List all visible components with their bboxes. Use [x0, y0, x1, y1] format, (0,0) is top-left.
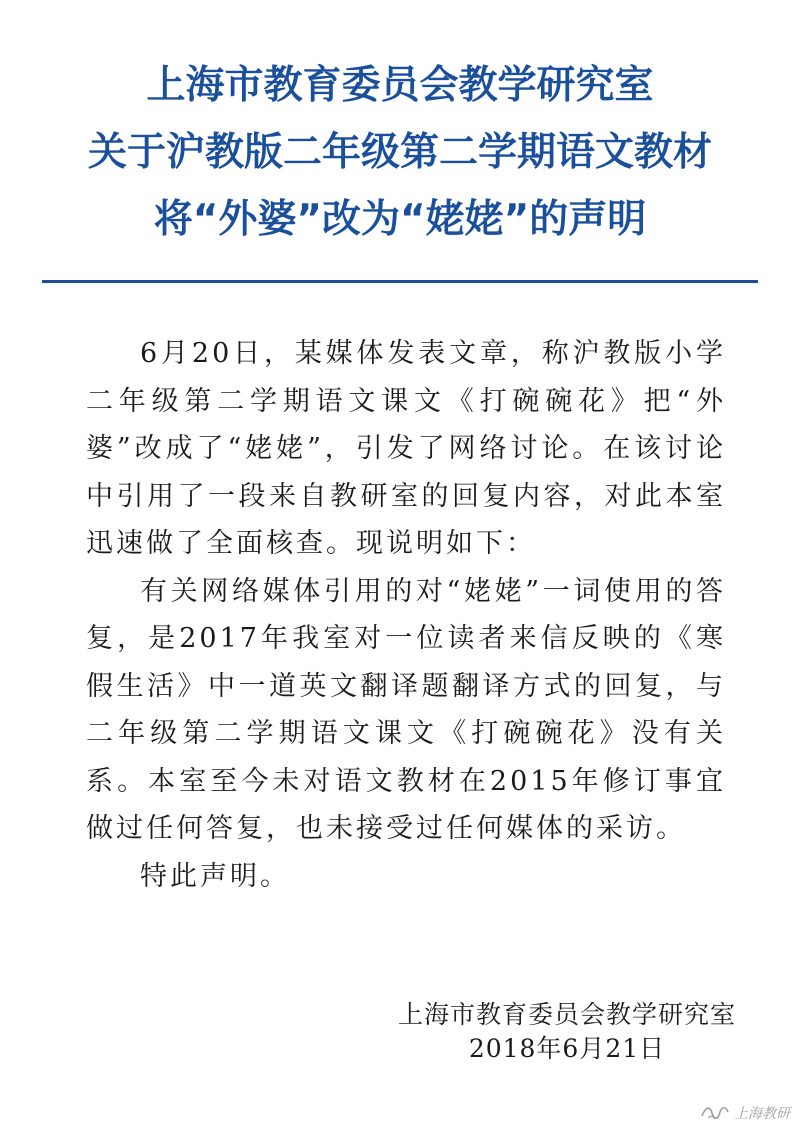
watermark — [700, 1103, 790, 1123]
paragraph-2: 有关网络媒体引用的对“姥姥”一词使用的答复，是2017年我室对一位读者来信反映的《寒假生活》中一道英文翻译题翻译方式的回复，与二年级第二学期语文课文《打碗碗花》没有关系。本室至今未对语文教材在2015年修订事宜做过任何答复，也未接受过任何媒体的采访。 — [86, 575, 726, 844]
title-line-3: 将“外婆”改为“姥姥”的声明 — [153, 197, 647, 242]
handwritten-logo-icon — [700, 1104, 730, 1122]
title-line-2: 关于沪教版二年级第二学期语文教材 — [87, 130, 712, 175]
paragraph-3: 特此声明。 — [140, 860, 290, 892]
title-divider — [42, 280, 758, 283]
statement-body — [86, 330, 726, 900]
signature-date: 2018年6月21日 — [468, 1034, 666, 1063]
paragraph-1: 6月20日，某媒体发表文章，称沪教版小学二年级第二学期语文课文《打碗碗花》把“外婆”改成了“姥姥”，引发了网络讨论。在该讨论中引用了一段来自教研室的回复内容，对此本室迅速做了全面核查。现说明如下： — [86, 338, 726, 559]
document-title — [0, 52, 800, 253]
signature-organization: 上海市教育委员会教学研究室 — [397, 1000, 736, 1029]
watermark-text: 上海教研 — [734, 1106, 790, 1122]
signature-block — [398, 998, 736, 1066]
title-line-1: 上海市教育委员会教学研究室 — [146, 63, 654, 108]
